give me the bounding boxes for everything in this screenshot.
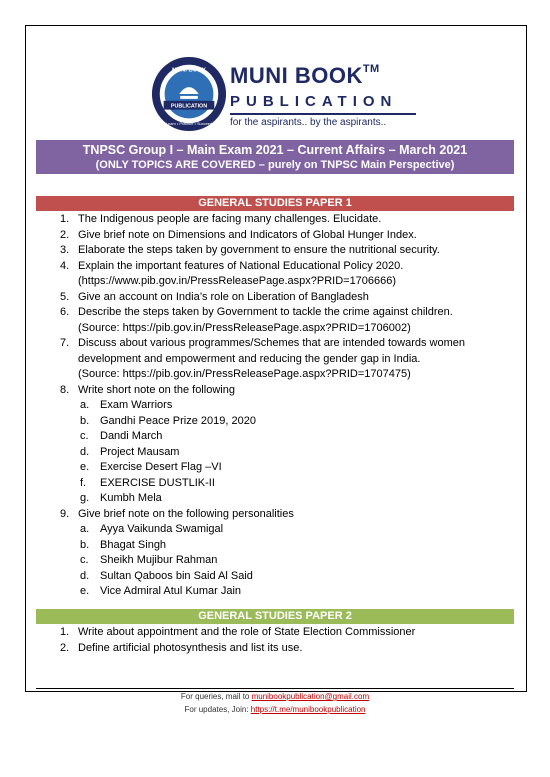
sub-item (60, 538, 465, 554)
sub-item-letter: d. (80, 569, 90, 582)
sub-item (60, 491, 465, 507)
sub-item (60, 569, 465, 585)
question-item (60, 228, 465, 244)
sub-item-text: Dandi March (100, 430, 163, 442)
seal-emblem-icon (150, 55, 228, 133)
question-text: Write about appointment and the role of State Election Commissioner (78, 626, 416, 638)
question-text: The Indigenous people are facing many challenges. Elucidate. (78, 213, 382, 225)
brand-subtitle: PUBLICATION (230, 93, 398, 110)
question-number: 3. (60, 244, 70, 256)
question-number: 5. (60, 290, 70, 303)
question-text: development and empowerment and reducing the gender gap in India. (78, 352, 421, 365)
sub-item (60, 553, 465, 569)
sub-item (60, 414, 465, 430)
question-text: (https://www.pib.gov.in/PressReleasePage.aspx?PRID=1706666) (78, 275, 397, 287)
sub-item (60, 445, 465, 461)
seal-banner-text: PUBLICATION (170, 103, 208, 110)
document-title: TNPSC Group I – Main Exam 2021 – Current Affairs – March 2021 (82, 143, 468, 157)
sub-item-letter: b. (80, 538, 90, 551)
question-text: Give brief note on Dimensions and Indicators of Global Hunger Index. (78, 228, 417, 241)
sub-item-letter: c. (80, 554, 89, 566)
question-number: 2. (60, 228, 70, 241)
email-link[interactable]: munibookpublication@gmail.com (251, 692, 370, 701)
question-item (60, 336, 465, 383)
question-text: Give an account on India’s role on Liberation of Bangladesh (78, 290, 369, 303)
document-title-band (36, 140, 514, 174)
question-item (60, 507, 465, 523)
seal-top-text: MUNI BOOK (171, 67, 207, 74)
question-text: Write short note on the following (78, 383, 235, 396)
telegram-link[interactable]: https://t.me/munibookpublication (250, 705, 366, 714)
footer-contact (0, 692, 550, 701)
footer-mail-label: For queries, mail to (180, 692, 252, 701)
question-item (60, 290, 465, 306)
footer-updates (0, 705, 550, 714)
sub-item (60, 522, 465, 538)
sub-item-letter: a. (80, 399, 90, 411)
sub-item-text: Exercise Desert Flag –VI (100, 461, 222, 473)
trademark-mark: TM (362, 63, 380, 75)
sub-item-letter: d. (80, 445, 90, 458)
question-number: 1. (60, 213, 70, 225)
question-item (60, 383, 465, 399)
question-text: Describe the steps taken by Government to tackle the crime against children. (78, 306, 453, 318)
question-item (60, 305, 465, 336)
sub-item-letter: e. (80, 461, 90, 473)
sub-item (60, 460, 465, 476)
question-number: 7. (60, 337, 70, 349)
sub-item (60, 429, 465, 445)
footer-divider (36, 688, 514, 689)
paper1-heading: GENERAL STUDIES PAPER 1 (36, 196, 514, 211)
question-text: (Source: https://pib.gov.in/PressReleasePage.aspx?PRID=1706002) (78, 321, 411, 334)
brand-name-text: MUNI BOOK (230, 63, 363, 88)
sub-item-letter: e. (80, 585, 90, 597)
footer-join-label: For updates, Join: (184, 705, 251, 714)
question-number: 8. (60, 383, 70, 396)
question-item (60, 212, 465, 228)
sub-item (60, 476, 465, 492)
question-text: (Source: https://pib.gov.in/PressReleasePage.aspx?PRID=1707475) (78, 368, 411, 380)
sub-item-text: EXERCISE DUSTLIK-II (100, 476, 215, 489)
sub-item-text: Ayya Vaikunda Swamigal (100, 523, 224, 535)
question-item (60, 243, 465, 259)
sub-item-text: Project Mausam (100, 445, 180, 458)
question-item (60, 641, 415, 657)
sub-item-letter: a. (80, 523, 90, 535)
paper2-heading: GENERAL STUDIES PAPER 2 (36, 609, 514, 624)
question-text: Define artificial photosynthesis and list its use. (78, 641, 303, 654)
sub-item-text: Vice Admiral Atul Kumar Jain (100, 585, 242, 597)
sub-item-letter: g. (80, 492, 90, 504)
question-number: 6. (60, 306, 70, 318)
question-number: 4. (60, 259, 70, 272)
brand-divider (230, 113, 416, 115)
question-number: 2. (60, 641, 70, 654)
sub-item-text: Gandhi Peace Prize 2019, 2020 (100, 414, 256, 427)
question-item (60, 259, 465, 290)
question-text: Give brief note on the following personalities (78, 507, 294, 520)
sub-item-text: Kumbh Mela (100, 492, 162, 504)
sub-item-letter: c. (80, 430, 89, 442)
question-item (60, 625, 415, 641)
paper2-question-list (60, 625, 415, 656)
sub-item-letter: b. (80, 414, 90, 427)
paper1-question-list (60, 212, 465, 600)
question-number: 9. (60, 507, 70, 520)
question-number: 1. (60, 626, 70, 638)
sub-item-text: Exam Warriors (100, 399, 173, 411)
question-text: Elaborate the steps taken by government to ensure the nutritional security. (78, 244, 440, 256)
publisher-logo (150, 55, 420, 135)
brand-tagline: for the aspirants.. by the aspirants.. (230, 117, 387, 128)
sub-item (60, 584, 465, 600)
sub-item (60, 398, 465, 414)
seal-bottom-text: Learn • Practice • Succeed (165, 121, 213, 127)
question-text: Discuss about various programmes/Schemes that are intended towards women (78, 337, 466, 349)
sub-item-text: Bhagat Singh (100, 538, 167, 551)
question-text: Explain the important features of National Educational Policy 2020. (78, 259, 404, 272)
sub-item-text: Sheikh Mujibur Rahman (100, 554, 218, 566)
document-subtitle: (ONLY TOPICS ARE COVERED – purely on TNPSC Main Perspective) (95, 159, 455, 171)
sub-item-text: Sultan Qaboos bin Said Al Said (100, 569, 253, 582)
brand-name (230, 63, 380, 89)
sub-item-letter: f. (80, 476, 87, 489)
